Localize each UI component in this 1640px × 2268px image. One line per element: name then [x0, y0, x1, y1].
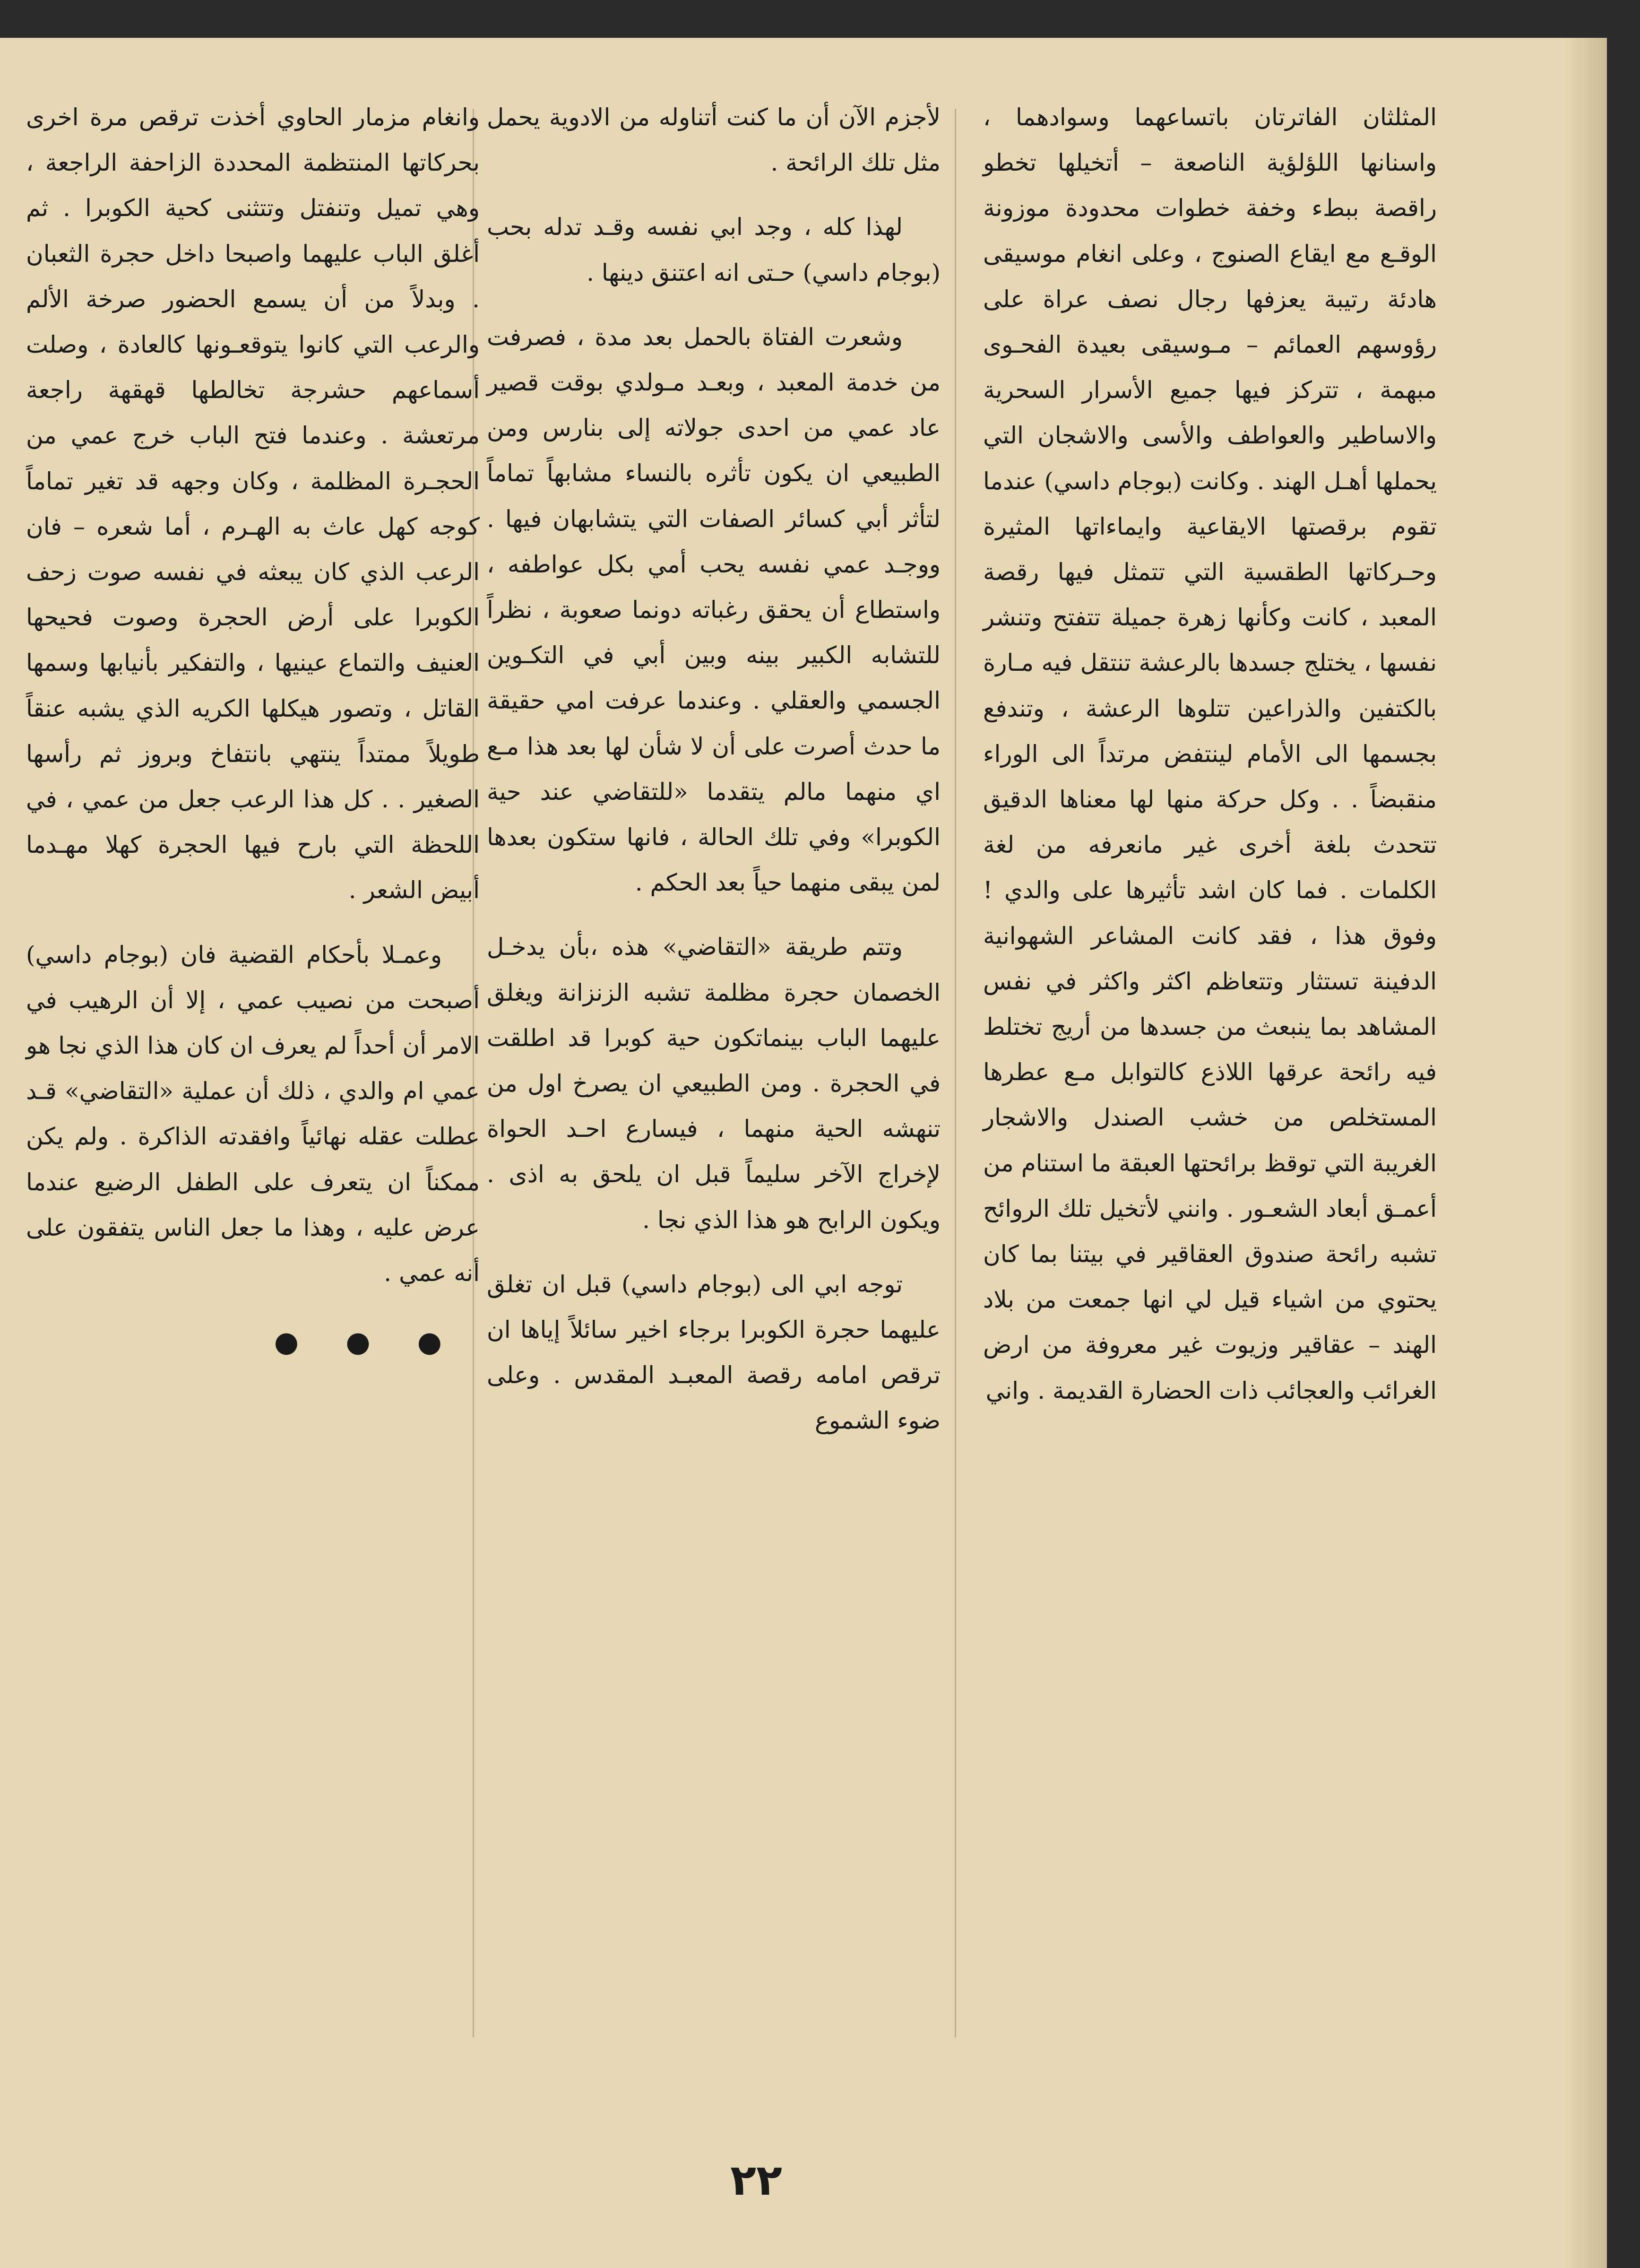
- paragraph: وانغام مزمار الحاوي أخذت ترقص مرة اخرى بحركاتها المنتظمة المحددة الزاحفة الراجعة ، وهي تميل وتنفتل وتتثنى كحية الكوبرا . ثم أغلق الباب عليهما واصبحا داخل حجرة الثعبان . وبدلاً من أن يسمع الحضور صرخة الألم والرعب التي كانوا يتوقعـونها كالعادة ، وصلت أسماعهم حشرجة تخالطها قهقهة راجعة مرتعشة . وعندما فتح الباب خرج عمي من الحجـرة المظلمة ، وكان وجهه قد تغير تماماً كوجه كهل عاث به الهـرم ، أما شعره – فان الرعب الذي كان يبعثه في نفسه صوت زحف الكوبرا على أرض الحجرة وصوت فحيحها العنيف والتماع عينيها ، والتفكير بأنيابها وسمها القاتل ، وتصور هيكلها الكريه الذي يشبه عنقاً طويلاً ممتداً ينتهي بانتفاخ وبروز ثم رأسها الصغير . . كل هذا الرعب جعل من عمي ، في اللحظة التي بارح فيها الحجرة كهلا مهـدما أبيض الشعر .: [26, 104, 480, 904]
- paragraph: وعمـلا بأحكام القضية فان (بوجام داسي) أصبحت من نصيب عمي ، إلا أن الرهيب في الامر أن أحداً لم يعرف ان كان هذا الذي نجا هو عمي ام والدي ، ذلك أن عملية «التقاضي» قـد عطلت عقله نهائياً وافقدته الذاكرة . ولم يكن ممكناً ان يتعرف على الطفل الرضيع عندما عرض عليه ، وهذا ما جعل الناس يتفقون على أنه عمي .: [26, 941, 480, 1287]
- paragraph: وتتم طريقة «التقاضي» هذه ،بأن يدخـل الخصمان حجرة مظلمة تشبه الزنزانة ويغلق عليهما الباب بينماتكون حية كوبرا قد اطلقت في الحجرة . ومن الطبيعي ان يصرخ اول من تنهشه الحية منهما ، فيسارع احـد الحواة لإخراج الآخر سليماً قبل ان يلحق به اذى . ويكون الرابح هو هذا الذي نجا .: [487, 933, 941, 1234]
- text-column-left: [26, 95, 480, 1365]
- paragraph: لأجزم الآن أن ما كنت أتناوله من الادوية يحمل مثل تلك الرائحة .: [487, 104, 941, 177]
- paragraph: المثلثان الفاترتان باتساعهما وسوادهما ، واسنانها اللؤلؤية الناصعة – أتخيلها تخطو راقصة ببطء وخفة خطوات محدودة موزونة الوقـع مع ايقاع الصنوج ، وعلى انغام موسيقى هادئة رتيبة يعزفها رجال نصف عراة على رؤوسهم العمائم – مـوسيقى بعيدة الفحـوى مبهمة ، تتركز فيها جميع الأسرار السحرية والاساطير والعواطف والأسى والاشجان التي يحملها أهـل الهند . وكانت (بوجام داسي) عندما تقوم برقصتها الايقاعية وايماءاتها المثيرة وحـركاتها الطقسية التي تتمثل فيها رقصة المعبد ، كانت وكأنها زهرة جميلة تتفتح وتنشر نفسها ، يختلج جسدها بالرعشة تنتقل فيه مـارة بالكتفين والذراعين تتلوها الرعشة ، وتندفع بجسمها الى الأمام لينتفض مرتداً الى الوراء منقبضاً . . وكل حركة منها لها معناها الدقيق تتحدث بلغة أخرى غير مانعرفه من لغة الكلمات . فما كان اشد تأثيرها على والدي ! وفوق هذا ، فقد كانت المشاعر الشهوانية الدفينة تستثار وتتعاظم اكثر واكثر في نفس المشاهد بما ينبعث من جسدها من أريج تختلط فيه رائحة عرقها اللاذع كالتوابل مـع عطرها المستخلص من خشب الصندل والاشجار الغريبة التي توقظ برائحتها العبقة ما استنام من أعمـق أبعاد الشعـور . وانني لأتخيل تلك الروائح تشبه رائحة صندوق العقاقير في بيتنا بما كان يحتوي من اشياء قيل لي انها جمعت من بلاد الهند – عقاقير وزيوت غير معروفة من ارض الغرائب والعجائب ذات الحضارة القديمة . واني: [983, 104, 1437, 1404]
- paragraph: وشعرت الفتاة بالحمل بعد مدة ، فصرفت من خدمة المعبد ، وبعـد مـولدي بوقت قصير عاد عمي من احدى جولاته إلى بنارس ومن الطبيعي ان يكون تأثره بالنساء مشابهاً تماماً لتأثر أبي كسائر الصفات التي يتشابهان فيها . ووجـد عمي نفسه يحب أمي بكل عواطفه ، واستطاع أن يحقق رغباته دونما صعوبة ، نظراً للتشابه الكبير بينه وبين أبي في التكـوين الجسمي والعقلي . وعندما عرفت امي حقيقة ما حدث أصرت على أن لا شأن لها بعد هذا مـع اي منهما مالم يتقدما «للتقاضي عند حية الكوبرا» وفي تلك الحالة ، فانها ستكون بعدها لمن يبقى منهما حياً بعد الحكم .: [487, 323, 941, 897]
- end-ornament: ● ● ●: [274, 1325, 461, 1359]
- paragraph: لهذا كله ، وجد ابي نفسه وقـد تدله بحب (بوجام داسي) حـتى انه اعتنق دينها .: [487, 213, 941, 286]
- page-number: ٢٢: [730, 2155, 782, 2205]
- page-edge-shadow: [1564, 38, 1607, 2268]
- text-column-middle: [487, 95, 941, 1463]
- column-divider: [955, 109, 956, 2037]
- paragraph: توجه ابي الى (بوجام داسي) قبل ان تغلق عليهما حجرة الكوبرا برجاء اخير سائلاً إياها ان ترقص امامه رقصة المعبـد المقدس . وعلى ضوء الشموع: [487, 1270, 941, 1435]
- scan-background-edge: [1607, 0, 1640, 2268]
- text-column-right: [983, 95, 1437, 1432]
